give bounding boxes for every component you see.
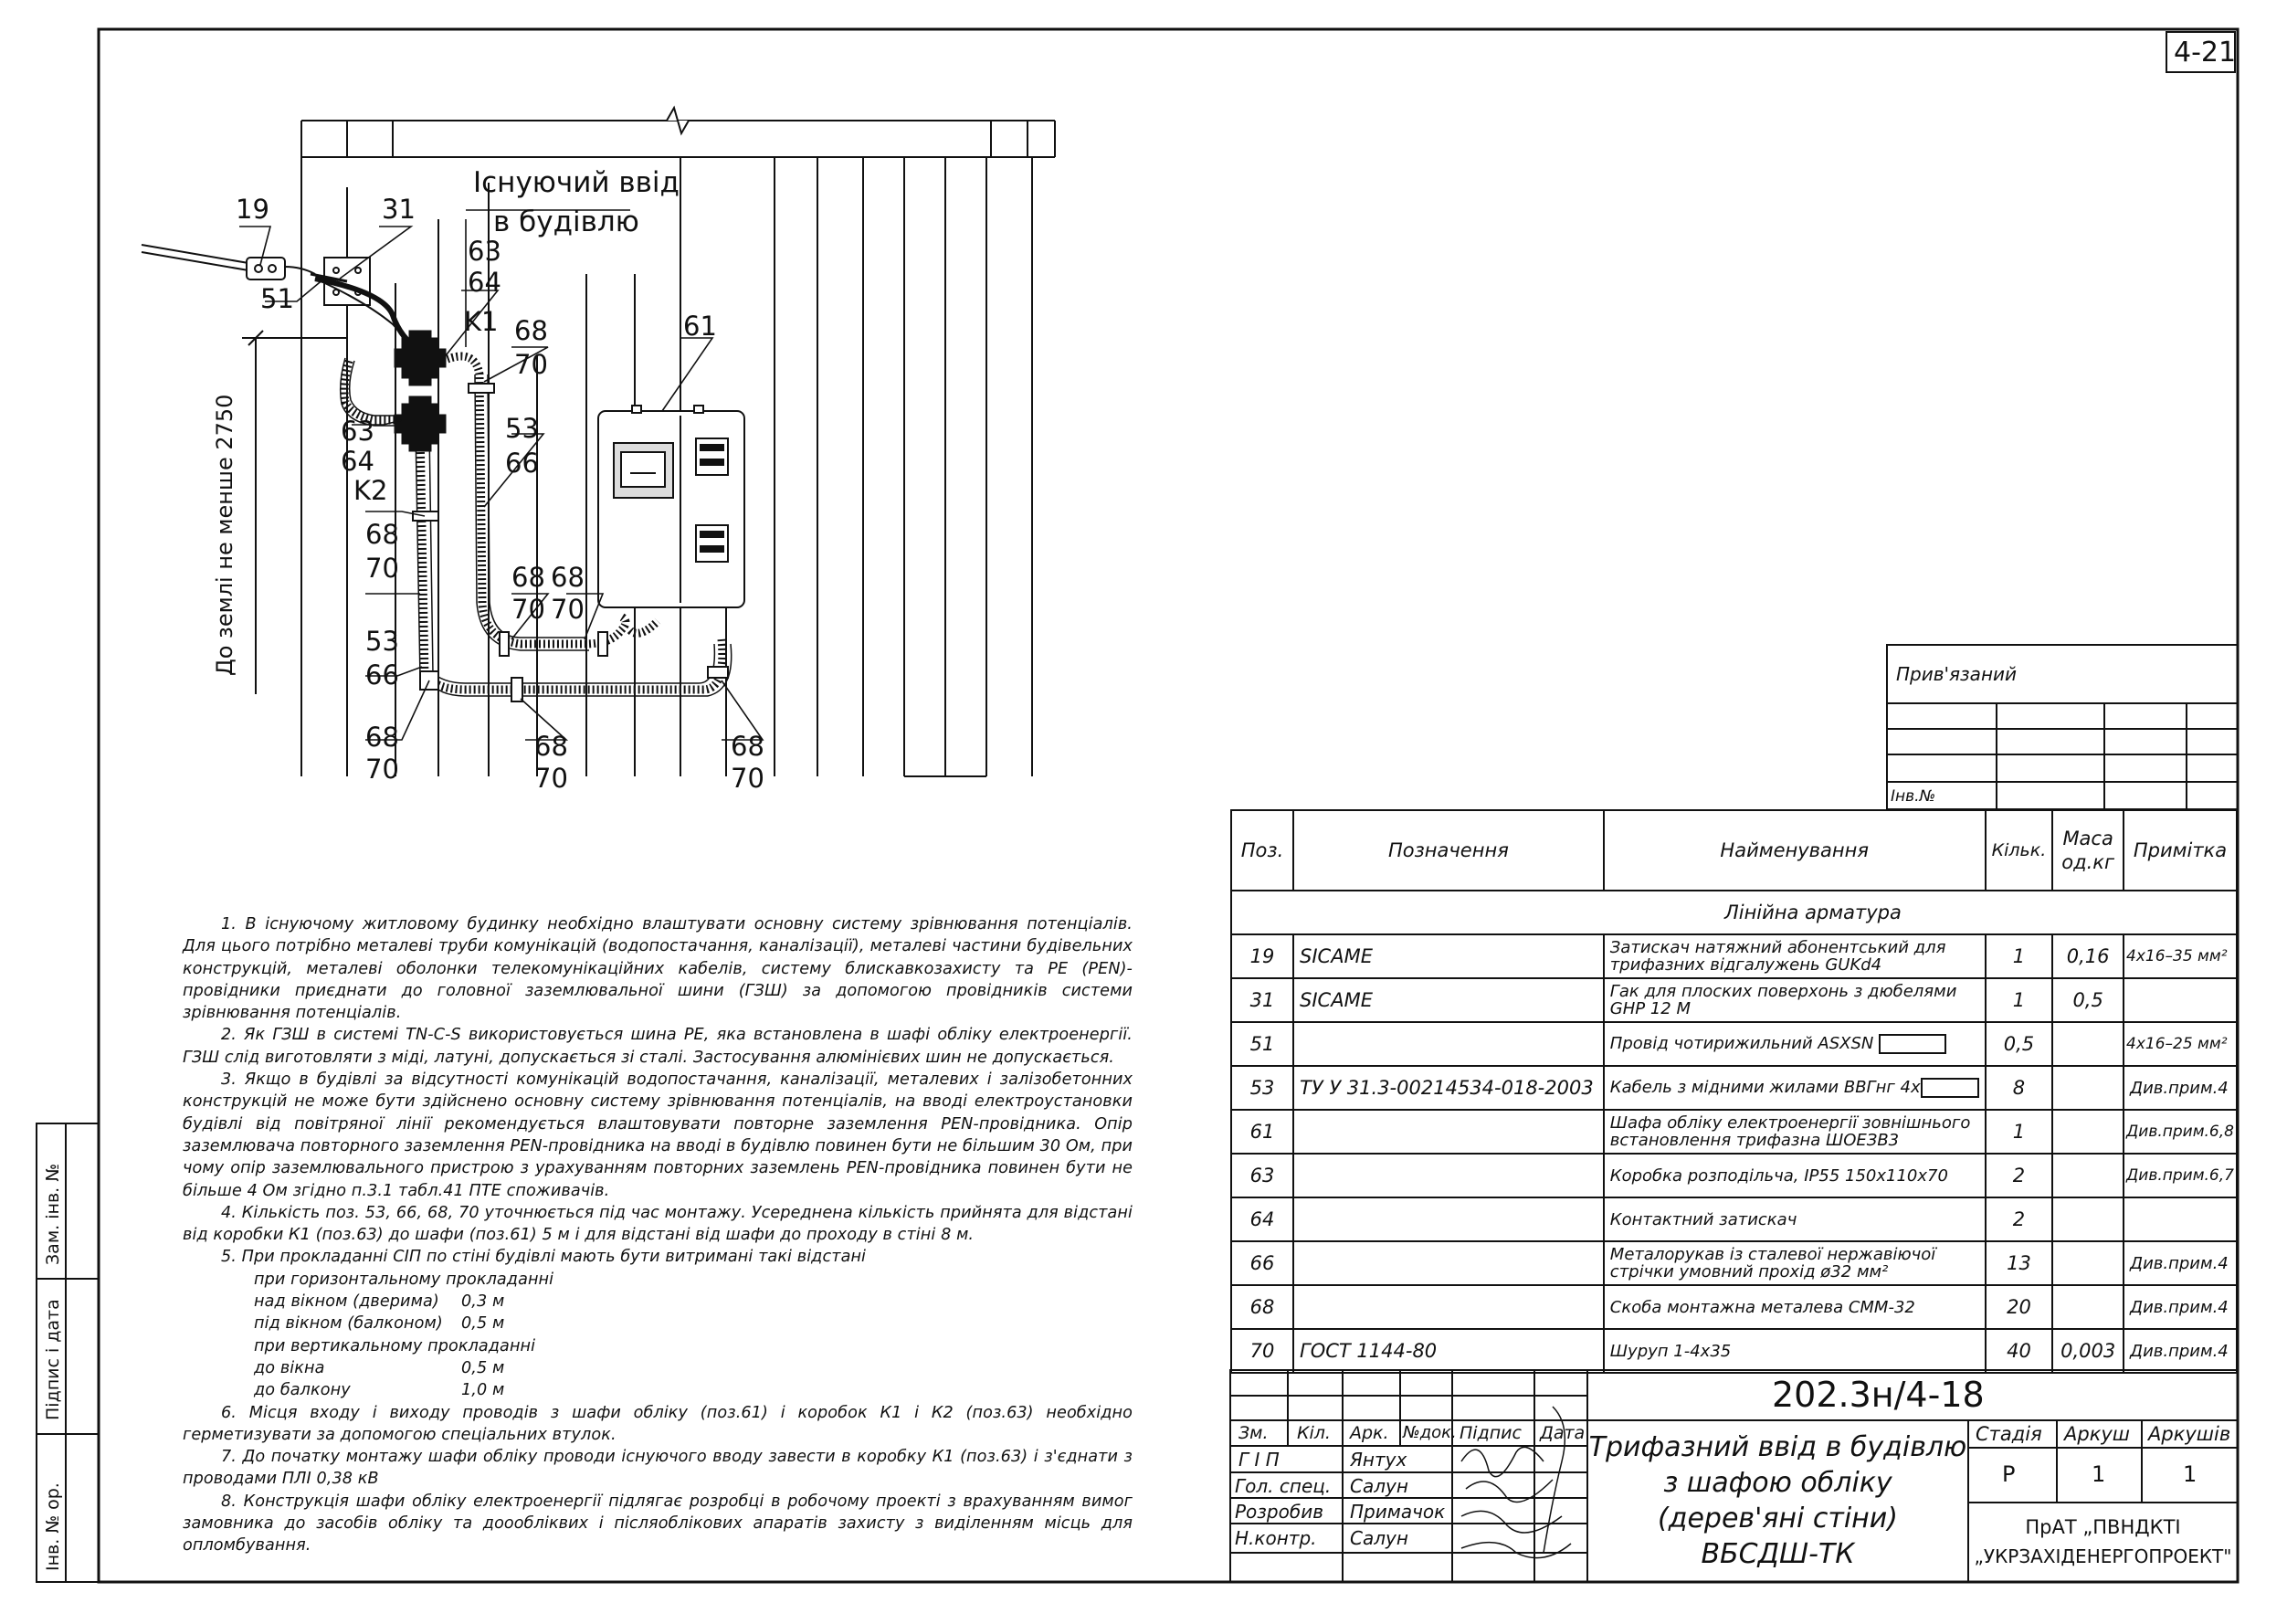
callout-70-b: 70 (365, 553, 399, 584)
role-gip: Г І П (1238, 1449, 1280, 1471)
note-4: 4. Кількість поз. 53, 66, 68, 70 уточнюється під час монтажу. Усереднена кількість прийнята для відстані від коробки К1 (поз.63) до шафи (поз.61) 5 м і для відстані від шафи до проходу в стіні 8 м. (183, 1203, 1133, 1245)
callout-53-b: 53 (365, 626, 399, 657)
spec-header-row (1231, 810, 2237, 891)
org-line1: ПрАТ „ПВНДКТІ (2025, 1516, 2181, 1538)
callout-70-c: 70 (511, 594, 545, 625)
header-note: Примітка (2124, 810, 2237, 891)
org-line2: „УКРЗАХІДЕНЕРГОПРОЕКТ" (1974, 1545, 2232, 1567)
callout-64-bottom: 64 (341, 446, 374, 477)
header-mass: Маса од.кг (2052, 810, 2124, 891)
sheet-value: 1 (2092, 1461, 2106, 1487)
height-dimension (242, 331, 347, 694)
callout-66-b: 66 (365, 659, 399, 691)
col-ndok: №док. (1403, 1423, 1457, 1442)
note-5-row: під вікном (балконом) 0,5 м (254, 1314, 505, 1334)
note-5-row: до вікна 0,5 м (254, 1358, 505, 1377)
callout-68-f: 68 (534, 731, 568, 762)
callout-63-bottom: 63 (341, 416, 374, 447)
name-developer: Примачок (1350, 1501, 1446, 1523)
callout-k1: K1 (464, 306, 499, 337)
callout-68-b: 68 (365, 519, 399, 550)
note-2: 2. Як ГЗШ в системі TN-C-S використовується шина PE, яка встановлена в шафі обліку електроенергії. ГЗШ слід виготовляти з міді, латуні, допускається зі сталі. Застосування алюмінієвих шин не допускається. (183, 1026, 1133, 1067)
note-5-row: при горизонтальному прокладанні (254, 1270, 554, 1289)
name-chief-spec: Салун (1350, 1475, 1408, 1497)
table-row: 61 Шафа обліку електроенергії зовнішнього встановлення трифазна ШОЕЗВ3 1 Див.прим.6,8 (1231, 1110, 2237, 1154)
callout-70-f: 70 (534, 763, 568, 794)
table-row: 66 Металорукав із сталевої нержавіючої стрічки умовний прохід ø32 мм² 13 Див.прим.4 (1231, 1241, 2237, 1285)
callout-68-g: 68 (731, 731, 764, 762)
note-1: 1. В існуючому житловому будинку необхідно влаштувати основну систему зрівнювання потенціалів. Для цього потрібно металеві труби комунікацій (водопостачання, каналізації), металеві частини будівельних конструкцій, металеві оболонки телекомунікаційних кабелів, систему блискавкозахисту та PE (PEN)-провідники приєднати до головної заземлювальної шини (ГЗШ) за допомогою провідників системи зрівнювання потенціалів. (183, 915, 1133, 1023)
col-data: Дата (1540, 1423, 1586, 1443)
col-ark: Арк. (1350, 1423, 1389, 1443)
note-3: 3. Якщо в будівлі за відсутності комунікацій водопостачання, каналізації, металевих і залізобетонних конструкцій не може бути здійснено основну систему зрівнювання потенціалів, на вводі електроустановки будівлі від повітряної лінії рекомендується влаштовувати повторне заземлення PEN-провідника. Опір заземлювача повторного заземлення PEN-провідника на вводі в будівлю повинен бути не більшим 30 Ом, при чому опір заземлювального пристрою з урахуванням повторних заземлень PEN-провідника повинен бути не більше 4 Ом згідно п.3.1 табл.41 ПТЕ споживачів. (183, 1070, 1133, 1200)
table-row: 64 Контактний затискач 2 (1231, 1197, 2237, 1241)
callout-70-d: 70 (551, 594, 585, 625)
col-kil: Кіл. (1297, 1423, 1331, 1443)
callout-68-c: 68 (511, 562, 545, 593)
name-norm-control: Салун (1350, 1527, 1408, 1549)
document-code: 202.3н/4-18 (1772, 1375, 1985, 1415)
sheet-label: Аркуш (2064, 1423, 2131, 1445)
callout-70-g: 70 (731, 763, 764, 794)
sheets-label: Аркушів (2148, 1423, 2231, 1445)
margin-inv-orig: Інв. № ор. (43, 1482, 63, 1571)
entry-label-line2: в будівлю (493, 206, 639, 238)
header-designation: Позначення (1293, 810, 1604, 891)
note-5-row: при вертикальному прокладанні (254, 1336, 536, 1355)
callout-68-a: 68 (514, 315, 548, 346)
callout-53-a: 53 (505, 413, 539, 444)
callout-63-top: 63 (468, 236, 501, 267)
table-row: 53 ТУ У 31.3-00214534-018-2003 Кабель з мідними жилами ВВГнг 4х 8 Див.прим.4 (1231, 1066, 2237, 1110)
attach-inv: Інв.№ (1891, 787, 1936, 806)
callout-68-d: 68 (551, 562, 585, 593)
col-zm: Зм. (1238, 1423, 1269, 1443)
note-5-row: над вікном (дверима) 0,3 м (254, 1292, 505, 1312)
stage-value: Р (2002, 1461, 2016, 1487)
callout-64-top: 64 (468, 267, 501, 298)
sheets-value: 1 (2183, 1461, 2197, 1487)
role-norm-control: Н.контр. (1235, 1527, 1317, 1549)
spec-table (1230, 809, 2238, 1374)
table-row: 70 ГОСТ 1144-80 Шуруп 1-4х35 40 0,003 Див.прим.4 (1231, 1329, 2237, 1373)
margin-sign-date: Підпис і дата (43, 1299, 63, 1420)
attach-title: Прив'язаний (1896, 663, 2018, 685)
header-pos: Поз. (1231, 810, 1293, 891)
callout-66-a: 66 (505, 448, 539, 479)
margin-inv-zam: Зам. інв. № (43, 1164, 63, 1265)
name-cell-with-box: Кабель з мідними жилами ВВГнг 4х (1604, 1066, 1986, 1110)
callout-51: 51 (260, 283, 294, 314)
callout-70-a: 70 (514, 349, 548, 380)
header-qty: Кільк. (1986, 810, 2053, 891)
callout-k2: K2 (353, 475, 388, 506)
sheet-number: 4-21 (2174, 37, 2237, 69)
metering-cabinet (598, 406, 744, 607)
header-name: Найменування (1604, 810, 1986, 891)
note-5: 5. При прокладанні СІП по стіні будівлі мають бути витримані такі відстані (221, 1248, 867, 1267)
role-developer: Розробив (1235, 1501, 1323, 1523)
table-row: 31 SICAME Гак для плоских поверхонь з дюбелями GHP 12 M 1 0,5 (1231, 978, 2237, 1022)
role-chief-spec: Гол. спец. (1235, 1475, 1332, 1497)
drawing-title: Трифазний ввід в будівлю з шафою обліку (дерев'яні стіни) ВБСДШ-ТК (1588, 1431, 1967, 1570)
table-row: 51 Провід чотирижильний ASXSN 0,5 4х16–25 мм² (1231, 1022, 2237, 1066)
table-row: 68 Скоба монтажна металева СММ-32 20 Див.прим.4 (1231, 1285, 2237, 1329)
callout-70-e: 70 (365, 754, 399, 785)
spec-section-row (1231, 891, 2237, 934)
note-5-row: до балкону 1,0 м (254, 1381, 505, 1400)
note-6: 6. Місця входу і виходу проводів з шафи обліку (поз.61) і коробок К1 і К2 (поз.63) необхідно герметизувати за допомогою спеціальних втулок. (183, 1403, 1133, 1444)
name-cell-with-box: Провід чотирижильний ASXSN (1604, 1022, 1986, 1066)
callout-19: 19 (236, 194, 269, 225)
callout-68-e: 68 (365, 722, 399, 753)
callout-31: 31 (382, 194, 416, 225)
name-gip: Янтух (1350, 1449, 1407, 1471)
entry-label-line1: Існуючий ввід (473, 166, 680, 199)
table-row: 63 Коробка розподільча, IP55 150х110х70 2 Див.прим.6,7 (1231, 1154, 2237, 1197)
callout-61: 61 (683, 311, 717, 342)
note-8: 8. Конструкція шафи обліку електроенергії підлягає розробці в робочому проекті з врахуванням вимог замовника до засобів обліку та доообліквих і післяоблікових апаратів захисту з виділенням місць для опломбування. (183, 1492, 1133, 1555)
height-label: До землі не менше 2750 (212, 394, 237, 676)
stage-label: Стадія (1976, 1423, 2042, 1445)
table-row: 19 SICAME Затискач натяжний абонентський для трифазних відгалужень GUKd4 1 0,16 4х16–35 мм² (1231, 934, 2237, 978)
notes (183, 913, 1133, 1557)
section-title: Лінійна арматура (1604, 891, 2237, 934)
col-pidpys: Підпис (1460, 1423, 1522, 1443)
note-7: 7. До початку монтажу шафи обліку проводи існуючого вводу завести в коробку К1 (поз.63) і з'єднати з проводами ПЛІ 0,38 кВ (183, 1448, 1133, 1489)
